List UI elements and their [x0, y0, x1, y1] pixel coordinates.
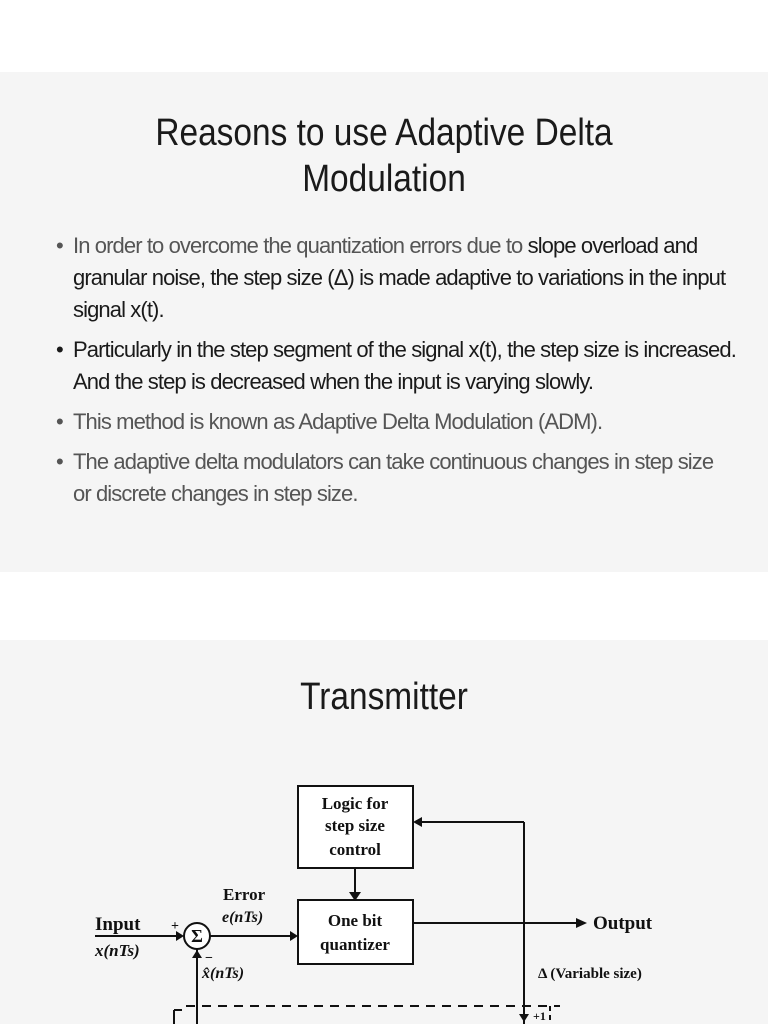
logic-label-2: step size — [325, 816, 385, 835]
bullet-dot: • — [56, 233, 63, 258]
slide-transmitter — [0, 640, 768, 1024]
slide-title — [46, 674, 722, 720]
quantizer-block — [298, 900, 413, 964]
logic-label-3: control — [329, 840, 381, 859]
estimate-signal: x̂(nTs) — [202, 965, 245, 982]
bullet-dot: • — [56, 409, 63, 434]
plus-sign: + — [171, 919, 179, 934]
error-signal: e(nTs) — [222, 909, 264, 926]
arrow-head — [519, 1014, 529, 1022]
bullet-dot: • — [56, 337, 63, 362]
title-line-2: Modulation — [302, 158, 466, 200]
arrow-head — [413, 817, 422, 827]
bullet-item — [56, 406, 736, 438]
input-label: Input — [95, 914, 141, 935]
bullet-text: slope overload and granular noise, the step size (Δ) is made adaptive to variations in the input signal x(t). — [73, 233, 726, 322]
bullet-text: This method is known as Adaptive Delta Modulation (ADM). — [73, 409, 603, 434]
pm-label: +1 — [533, 1009, 546, 1023]
arrow-head — [192, 950, 202, 958]
quantizer-label-1: One bit — [327, 911, 383, 930]
adm-transmitter-diagram — [0, 770, 768, 1024]
bullet-item — [56, 334, 736, 398]
sum-symbol: Σ — [191, 926, 203, 946]
bullet-item — [56, 446, 736, 510]
bullet-text: The adaptive delta modulators can take continuous changes in step size or discrete changes in step size. — [73, 449, 714, 506]
slide-adm-reasons — [0, 72, 768, 572]
bullet-text: Particularly in the step segment of the signal x(t), the step size is increased. And the step is decreased when the input is varying slowly. — [73, 337, 736, 394]
bullet-text-muted: In order to overcome the quantization errors due to — [73, 233, 528, 258]
input-signal: x(nTs) — [95, 941, 140, 960]
arrow-head — [576, 918, 587, 928]
quantizer-label-2: quantizer — [320, 935, 390, 954]
logic-label-1: Logic for — [321, 794, 389, 813]
bullet-dot: • — [56, 449, 63, 474]
output-label: Output — [593, 913, 653, 934]
bullet-list — [56, 230, 736, 518]
error-label: Error — [223, 885, 266, 904]
minus-sign: − — [205, 951, 213, 966]
arrow-head — [290, 931, 298, 941]
title-text: Transmitter — [300, 676, 468, 718]
title-line-1: Reasons to use Adaptive Delta — [155, 112, 613, 154]
delta-label: Δ (Variable size) — [538, 966, 642, 982]
bullet-item — [56, 230, 736, 326]
slide-title — [46, 110, 722, 202]
